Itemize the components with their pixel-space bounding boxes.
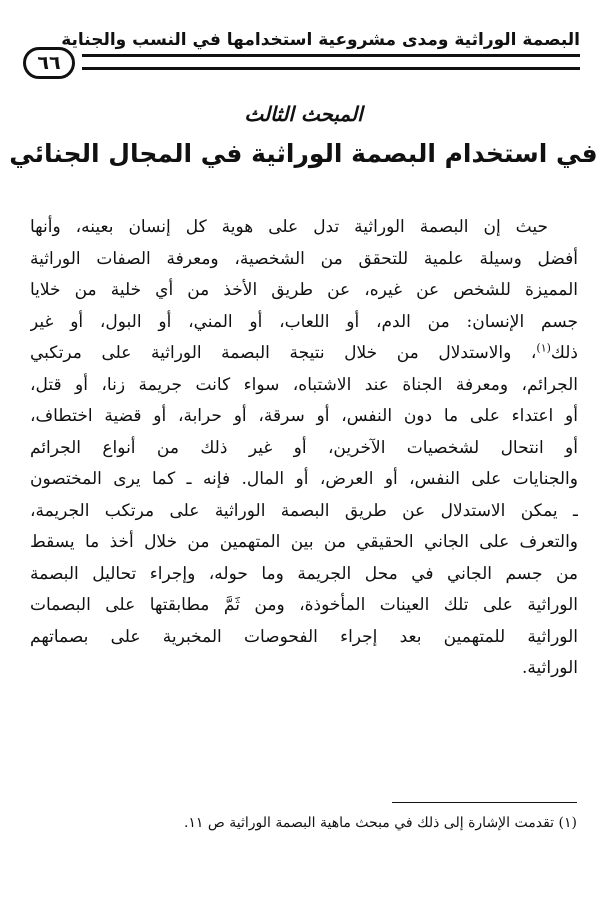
body-line: جسم الإنسان: من الدم، أو اللعاب، أو المني، أو البول، أو غير xyxy=(30,311,578,332)
running-title: البصمة الوراثية ومدى مشروعية استخدامها في النسب والجناية xyxy=(61,30,580,50)
footnote-reference[interactable]: (١) xyxy=(536,341,551,355)
body-paragraph xyxy=(30,212,578,685)
body-line: من جسم الجاني في محل الجريمة وما حوله، وإجراء تحاليل البصمة xyxy=(30,563,578,584)
footnote-separator xyxy=(392,802,577,803)
body-line-lead: ذلك xyxy=(550,343,578,363)
header-rule-bottom xyxy=(82,67,580,70)
body-line: والجنايات على النفس، أو العرض، أو المال. فإنه ـ كما يرى المختصون xyxy=(30,469,578,489)
body-line: الوراثية على تلك العينات المأخوذة، ومن ثَمَّ مطابقتها على البصمات xyxy=(30,595,578,615)
body-line-rest: ، والاستدلال من خلال نتيجة البصمة الوراثية على مرتكبي xyxy=(30,343,537,363)
header-rule-top xyxy=(82,54,580,57)
section-label: المبحث الثالث xyxy=(244,102,363,126)
body-line: والتعرف على الجاني الحقيقي من بين المتهمين من خلال أخذ ما يسقط xyxy=(30,532,578,552)
section-title: في استخدام البصمة الوراثية في المجال الجنائي xyxy=(9,139,598,168)
body-line: المميزة للشخص عن غيره، عن طريق الأخذ من أي خلية من خلايا xyxy=(30,280,578,300)
body-line: أو اعتداء على ما دون النفس، أو سرقة، أو حرابة، أو قضية اختطاف، xyxy=(30,406,578,426)
body-line: أو انتحال لشخصيات الآخرين، أو غير ذلك من أنواع الجرائم xyxy=(30,437,578,458)
footnote: (١) تقدمت الإشارة إلى ذلك في مبحث ماهية البصمة الوراثية ص ١١. xyxy=(183,815,577,831)
body-line-with-footnote xyxy=(30,338,578,370)
body-line: حيث إن البصمة الوراثية تدل على هوية كل إنسان بعينه، وأنها xyxy=(30,217,548,237)
body-line: الجرائم، ومعرفة الجناة عند الاشتباه، سواء كانت جريمة زنا، أو قتل، xyxy=(30,374,578,395)
body-line: الوراثية. xyxy=(522,658,578,678)
body-line: ـ يمكن الاستدلال عن طريق البصمة الوراثية على مرتكب الجريمة، xyxy=(30,500,578,521)
running-header xyxy=(20,30,580,74)
page-number: ٦٦ xyxy=(23,47,75,79)
body-line: أفضل وسيلة علمية للتحقق من الشخصية، ومعرفة الصفات الوراثية xyxy=(30,248,578,269)
body-line: الوراثية للمتهمين بعد إجراء الفحوصات المخبرية على بصماتهم xyxy=(30,626,578,647)
